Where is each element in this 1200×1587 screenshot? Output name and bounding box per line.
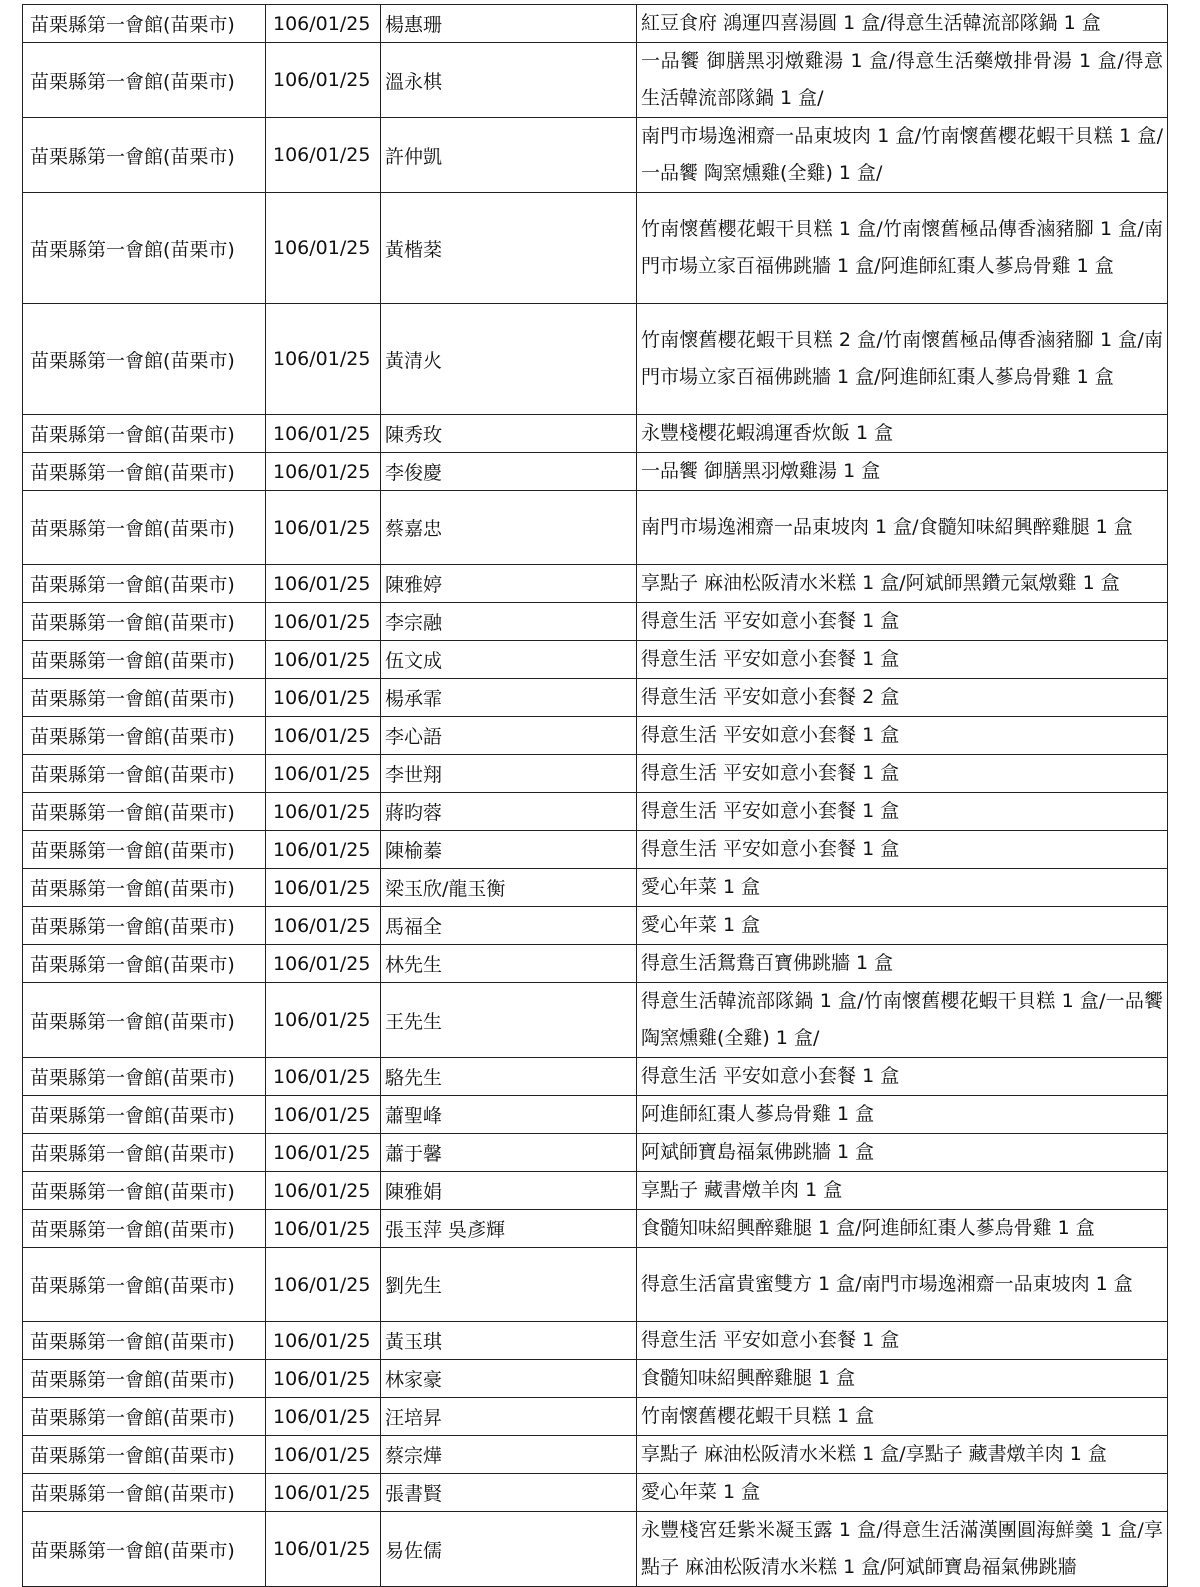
venue-cell: 苗栗縣第一會館(苗栗市) bbox=[23, 717, 266, 755]
table-row bbox=[23, 717, 1168, 755]
name-cell: 王先生 bbox=[381, 983, 637, 1058]
venue-cell: 苗栗縣第一會館(苗栗市) bbox=[23, 983, 266, 1058]
items-cell: 阿斌師寶島福氣佛跳牆 1 盒 bbox=[637, 1134, 1168, 1172]
date-cell: 106/01/25 bbox=[266, 5, 381, 43]
date-cell: 106/01/25 bbox=[266, 945, 381, 983]
items-cell: 得意生活韓流部隊鍋 1 盒/竹南懷舊櫻花蝦干貝糕 1 盒/一品饗 陶窯燻雞(全雞) 1 盒/ bbox=[637, 983, 1168, 1058]
venue-cell: 苗栗縣第一會館(苗栗市) bbox=[23, 641, 266, 679]
venue-cell: 苗栗縣第一會館(苗栗市) bbox=[23, 43, 266, 118]
name-cell: 蔡嘉忠 bbox=[381, 491, 637, 565]
name-cell: 林先生 bbox=[381, 945, 637, 983]
venue-cell: 苗栗縣第一會館(苗栗市) bbox=[23, 1248, 266, 1322]
table-row bbox=[23, 1248, 1168, 1322]
items-cell: 得意生活 平安如意小套餐 1 盒 bbox=[637, 717, 1168, 755]
venue-cell: 苗栗縣第一會館(苗栗市) bbox=[23, 1322, 266, 1360]
items-cell: 紅豆食府 鴻運四喜湯圓 1 盒/得意生活韓流部隊鍋 1 盒 bbox=[637, 5, 1168, 43]
date-cell: 106/01/25 bbox=[266, 1512, 381, 1587]
table-row bbox=[23, 193, 1168, 304]
items-cell: 享點子 麻油松阪清水米糕 1 盒/享點子 藏書燉羊肉 1 盒 bbox=[637, 1436, 1168, 1474]
items-cell: 得意生活 平安如意小套餐 1 盒 bbox=[637, 603, 1168, 641]
date-cell: 106/01/25 bbox=[266, 1360, 381, 1398]
items-cell: 得意生活 平安如意小套餐 1 盒 bbox=[637, 641, 1168, 679]
name-cell: 黃清火 bbox=[381, 304, 637, 415]
table-row bbox=[23, 304, 1168, 415]
name-cell: 蕭于馨 bbox=[381, 1134, 637, 1172]
table-row bbox=[23, 1210, 1168, 1248]
items-cell: 永豐棧宮廷紫米凝玉露 1 盒/得意生活滿漢團圓海鮮羹 1 盒/享點子 麻油松阪清水米糕 1 盒/阿斌師寶島福氣佛跳牆 bbox=[637, 1512, 1168, 1587]
name-cell: 許仲凱 bbox=[381, 118, 637, 193]
venue-cell: 苗栗縣第一會館(苗栗市) bbox=[23, 679, 266, 717]
items-cell: 阿進師紅棗人蔘烏骨雞 1 盒 bbox=[637, 1096, 1168, 1134]
items-cell: 得意生活鴛鴦百寶佛跳牆 1 盒 bbox=[637, 945, 1168, 983]
table-row bbox=[23, 755, 1168, 793]
name-cell: 劉先生 bbox=[381, 1248, 637, 1322]
table-row bbox=[23, 679, 1168, 717]
name-cell: 汪培昇 bbox=[381, 1398, 637, 1436]
name-cell: 馬福全 bbox=[381, 907, 637, 945]
date-cell: 106/01/25 bbox=[266, 1322, 381, 1360]
date-cell: 106/01/25 bbox=[266, 415, 381, 453]
venue-cell: 苗栗縣第一會館(苗栗市) bbox=[23, 118, 266, 193]
date-cell: 106/01/25 bbox=[266, 304, 381, 415]
date-cell: 106/01/25 bbox=[266, 1474, 381, 1512]
table-row bbox=[23, 1134, 1168, 1172]
name-cell: 蔣昀蓉 bbox=[381, 793, 637, 831]
name-cell: 伍文成 bbox=[381, 641, 637, 679]
items-cell: 竹南懷舊櫻花蝦干貝糕 2 盒/竹南懷舊極品傳香滷豬腳 1 盒/南門市場立家百福佛跳牆 1 盒/阿進師紅棗人蔘烏骨雞 1 盒 bbox=[637, 304, 1168, 415]
date-cell: 106/01/25 bbox=[266, 491, 381, 565]
table-row bbox=[23, 1172, 1168, 1210]
table-row bbox=[23, 1512, 1168, 1587]
date-cell: 106/01/25 bbox=[266, 193, 381, 304]
date-cell: 106/01/25 bbox=[266, 1210, 381, 1248]
venue-cell: 苗栗縣第一會館(苗栗市) bbox=[23, 453, 266, 491]
table-row bbox=[23, 1096, 1168, 1134]
date-cell: 106/01/25 bbox=[266, 1436, 381, 1474]
date-cell: 106/01/25 bbox=[266, 1134, 381, 1172]
name-cell: 陳秀玫 bbox=[381, 415, 637, 453]
venue-cell: 苗栗縣第一會館(苗栗市) bbox=[23, 907, 266, 945]
venue-cell: 苗栗縣第一會館(苗栗市) bbox=[23, 193, 266, 304]
name-cell: 黃玉琪 bbox=[381, 1322, 637, 1360]
name-cell: 楊承霏 bbox=[381, 679, 637, 717]
table-row bbox=[23, 491, 1168, 565]
date-cell: 106/01/25 bbox=[266, 1248, 381, 1322]
venue-cell: 苗栗縣第一會館(苗栗市) bbox=[23, 1172, 266, 1210]
table-row bbox=[23, 1322, 1168, 1360]
name-cell: 溫永棋 bbox=[381, 43, 637, 118]
items-cell: 得意生活 平安如意小套餐 1 盒 bbox=[637, 1058, 1168, 1096]
date-cell: 106/01/25 bbox=[266, 983, 381, 1058]
items-cell: 得意生活 平安如意小套餐 1 盒 bbox=[637, 1322, 1168, 1360]
venue-cell: 苗栗縣第一會館(苗栗市) bbox=[23, 304, 266, 415]
venue-cell: 苗栗縣第一會館(苗栗市) bbox=[23, 831, 266, 869]
table-row bbox=[23, 118, 1168, 193]
name-cell: 李心語 bbox=[381, 717, 637, 755]
date-cell: 106/01/25 bbox=[266, 907, 381, 945]
venue-cell: 苗栗縣第一會館(苗栗市) bbox=[23, 5, 266, 43]
date-cell: 106/01/25 bbox=[266, 1398, 381, 1436]
venue-cell: 苗栗縣第一會館(苗栗市) bbox=[23, 1512, 266, 1587]
name-cell: 李俊慶 bbox=[381, 453, 637, 491]
date-cell: 106/01/25 bbox=[266, 1096, 381, 1134]
name-cell: 李宗融 bbox=[381, 603, 637, 641]
name-cell: 陳雅婷 bbox=[381, 565, 637, 603]
items-cell: 一品饗 御膳黑羽燉雞湯 1 盒 bbox=[637, 453, 1168, 491]
venue-cell: 苗栗縣第一會館(苗栗市) bbox=[23, 491, 266, 565]
items-cell: 竹南懷舊櫻花蝦干貝糕 1 盒 bbox=[637, 1398, 1168, 1436]
table-row bbox=[23, 43, 1168, 118]
date-cell: 106/01/25 bbox=[266, 565, 381, 603]
name-cell: 蔡宗燁 bbox=[381, 1436, 637, 1474]
name-cell: 黃楷棻 bbox=[381, 193, 637, 304]
name-cell: 陳榆蓁 bbox=[381, 831, 637, 869]
table-row bbox=[23, 945, 1168, 983]
date-cell: 106/01/25 bbox=[266, 869, 381, 907]
table-row bbox=[23, 831, 1168, 869]
venue-cell: 苗栗縣第一會館(苗栗市) bbox=[23, 755, 266, 793]
items-cell: 得意生活 平安如意小套餐 1 盒 bbox=[637, 831, 1168, 869]
table-row bbox=[23, 1398, 1168, 1436]
items-cell: 永豐棧櫻花蝦鴻運香炊飯 1 盒 bbox=[637, 415, 1168, 453]
date-cell: 106/01/25 bbox=[266, 1172, 381, 1210]
items-cell: 得意生活 平安如意小套餐 1 盒 bbox=[637, 755, 1168, 793]
venue-cell: 苗栗縣第一會館(苗栗市) bbox=[23, 1134, 266, 1172]
table-row bbox=[23, 415, 1168, 453]
date-cell: 106/01/25 bbox=[266, 793, 381, 831]
items-cell: 食髓知味紹興醉雞腿 1 盒 bbox=[637, 1360, 1168, 1398]
table-row bbox=[23, 983, 1168, 1058]
table-row bbox=[23, 641, 1168, 679]
table-row bbox=[23, 603, 1168, 641]
venue-cell: 苗栗縣第一會館(苗栗市) bbox=[23, 1474, 266, 1512]
venue-cell: 苗栗縣第一會館(苗栗市) bbox=[23, 1096, 266, 1134]
donation-table bbox=[22, 4, 1168, 1587]
items-cell: 愛心年菜 1 盒 bbox=[637, 869, 1168, 907]
date-cell: 106/01/25 bbox=[266, 717, 381, 755]
name-cell: 蕭聖峰 bbox=[381, 1096, 637, 1134]
date-cell: 106/01/25 bbox=[266, 603, 381, 641]
table-row bbox=[23, 1360, 1168, 1398]
table-row bbox=[23, 1436, 1168, 1474]
items-cell: 享點子 藏書燉羊肉 1 盒 bbox=[637, 1172, 1168, 1210]
name-cell: 駱先生 bbox=[381, 1058, 637, 1096]
venue-cell: 苗栗縣第一會館(苗栗市) bbox=[23, 1360, 266, 1398]
items-cell: 得意生活富貴蜜雙方 1 盒/南門市場逸湘齋一品東坡肉 1 盒 bbox=[637, 1248, 1168, 1322]
venue-cell: 苗栗縣第一會館(苗栗市) bbox=[23, 415, 266, 453]
items-cell: 得意生活 平安如意小套餐 2 盒 bbox=[637, 679, 1168, 717]
venue-cell: 苗栗縣第一會館(苗栗市) bbox=[23, 869, 266, 907]
venue-cell: 苗栗縣第一會館(苗栗市) bbox=[23, 945, 266, 983]
venue-cell: 苗栗縣第一會館(苗栗市) bbox=[23, 793, 266, 831]
items-cell: 享點子 麻油松阪清水米糕 1 盒/阿斌師黑鑽元氣燉雞 1 盒 bbox=[637, 565, 1168, 603]
date-cell: 106/01/25 bbox=[266, 641, 381, 679]
name-cell: 易佐儒 bbox=[381, 1512, 637, 1587]
name-cell: 陳雅娟 bbox=[381, 1172, 637, 1210]
items-cell: 一品饗 御膳黑羽燉雞湯 1 盒/得意生活藥燉排骨湯 1 盒/得意生活韓流部隊鍋 1 盒/ bbox=[637, 43, 1168, 118]
date-cell: 106/01/25 bbox=[266, 679, 381, 717]
date-cell: 106/01/25 bbox=[266, 118, 381, 193]
name-cell: 林家豪 bbox=[381, 1360, 637, 1398]
date-cell: 106/01/25 bbox=[266, 1058, 381, 1096]
items-cell: 愛心年菜 1 盒 bbox=[637, 907, 1168, 945]
table-row bbox=[23, 565, 1168, 603]
name-cell: 楊惠珊 bbox=[381, 5, 637, 43]
table-row bbox=[23, 793, 1168, 831]
name-cell: 張書賢 bbox=[381, 1474, 637, 1512]
table-row bbox=[23, 907, 1168, 945]
venue-cell: 苗栗縣第一會館(苗栗市) bbox=[23, 1058, 266, 1096]
venue-cell: 苗栗縣第一會館(苗栗市) bbox=[23, 1436, 266, 1474]
venue-cell: 苗栗縣第一會館(苗栗市) bbox=[23, 565, 266, 603]
table-row bbox=[23, 453, 1168, 491]
table-row bbox=[23, 1474, 1168, 1512]
date-cell: 106/01/25 bbox=[266, 831, 381, 869]
venue-cell: 苗栗縣第一會館(苗栗市) bbox=[23, 1398, 266, 1436]
venue-cell: 苗栗縣第一會館(苗栗市) bbox=[23, 603, 266, 641]
table-row bbox=[23, 1058, 1168, 1096]
date-cell: 106/01/25 bbox=[266, 755, 381, 793]
items-cell: 南門市場逸湘齋一品東坡肉 1 盒/食髓知味紹興醉雞腿 1 盒 bbox=[637, 491, 1168, 565]
date-cell: 106/01/25 bbox=[266, 43, 381, 118]
table-row bbox=[23, 869, 1168, 907]
items-cell: 得意生活 平安如意小套餐 1 盒 bbox=[637, 793, 1168, 831]
items-cell: 南門市場逸湘齋一品東坡肉 1 盒/竹南懷舊櫻花蝦干貝糕 1 盒/一品饗 陶窯燻雞(全雞) 1 盒/ bbox=[637, 118, 1168, 193]
name-cell: 李世翔 bbox=[381, 755, 637, 793]
items-cell: 竹南懷舊櫻花蝦干貝糕 1 盒/竹南懷舊極品傳香滷豬腳 1 盒/南門市場立家百福佛跳牆 1 盒/阿進師紅棗人蔘烏骨雞 1 盒 bbox=[637, 193, 1168, 304]
items-cell: 愛心年菜 1 盒 bbox=[637, 1474, 1168, 1512]
name-cell: 張玉萍 吳彥輝 bbox=[381, 1210, 637, 1248]
items-cell: 食髓知味紹興醉雞腿 1 盒/阿進師紅棗人蔘烏骨雞 1 盒 bbox=[637, 1210, 1168, 1248]
venue-cell: 苗栗縣第一會館(苗栗市) bbox=[23, 1210, 266, 1248]
table-row bbox=[23, 5, 1168, 43]
name-cell: 梁玉欣/龍玉衡 bbox=[381, 869, 637, 907]
table-body bbox=[23, 5, 1168, 1587]
date-cell: 106/01/25 bbox=[266, 453, 381, 491]
